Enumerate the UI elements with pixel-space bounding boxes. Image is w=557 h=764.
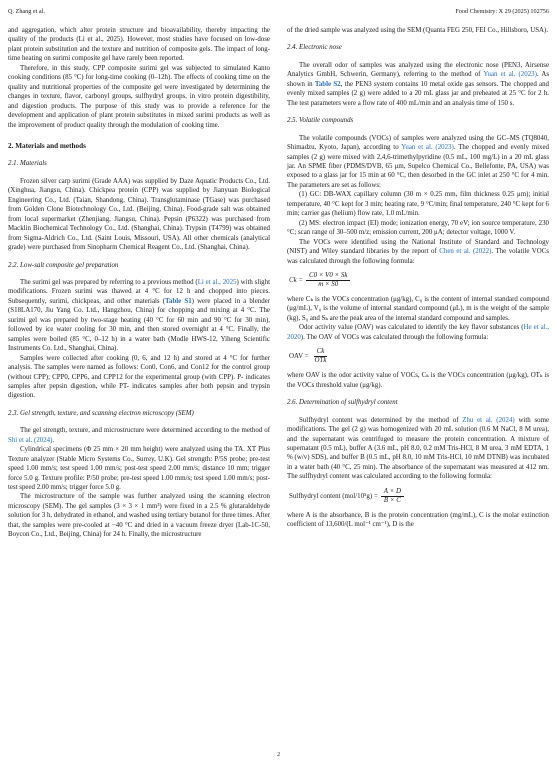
right-column xyxy=(287,26,549,530)
paragraph: Cylindrical specimens (Φ 25 mm × 20 mm height) were analyzed using the TA. XT Plus Texture analyzer (Stable Micro Systems Co., Surrey, U.K). Gel strength: P/5S probe; pre-test speed 1.00 mm/s; test speed 1.00 mm/s; post-test speed 2.00 mm/s; distance 10 mm; trigger force 5.0 g. Texture profile: P/50 probe; pre-test speed 1.00 mm/s; test speed 1.00 mm/s; post-test speed 2.00 mm/s; trigger force 5.0 g. xyxy=(8,446,270,492)
author-header: Q. Zhang et al. xyxy=(8,8,45,15)
equation-denominator: m × S0 xyxy=(318,280,339,288)
paragraph: Sulfhydryl content was determined by the method of Zhu et al. (2024) with some modifications. The gel (2 g) was homogenized with 20 mL solution (0.6 M NaCl, 8 M urea), and the supernatant was centrifuged to measure the protein concentration. A mixture of supernatant (0.5 mL), buffer A (3.6 mL, pH 8.0, 0.2 mM Tris-HCl, 8 M urea, 3 mM EDTA, 1 % (w/v) SDS), and buffer B (0.5 mL, pH 8.0, 10 mM Tris-HCl, 10 mM DTNB) was incubated in a water bath (40 °C, 25 min). The absorbance of the supernatant was measured at 412 nm. The sulfhydryl content was calculated according to the following formula: xyxy=(287,416,550,481)
subsection-heading: 2.6. Determination of sulfhydryl content xyxy=(287,399,398,407)
paragraph: The VOCs were identified using the National Institute of Standard and Technology (NIST) and Wiley standard libraries by the report of Chen et al. (2022). The volatile VOCs was calculated through the following formula: xyxy=(287,238,549,265)
paragraph: The gel strength, texture, and microstructure were determined according to the method of Shi et al. (2024). xyxy=(8,427,270,444)
citation-link[interactable]: Yuan et al. (2023) xyxy=(401,144,454,152)
citation-link[interactable]: Li et al., 2025 xyxy=(197,278,237,286)
equation-fraction xyxy=(381,488,404,505)
equation-lhs: Ck = xyxy=(289,276,304,284)
paragraph: where OAV is the odor activity value of VOCs, Cₖ is the VOCs concentration (μg/kg), OTₖ is the VOCs threshold value (μg/kg). xyxy=(287,372,549,389)
paragraph: Therefore, in this study, CPP composite surimi gel was subjected to simulated Kanto cooking conditions (85 °C) for long-time cooking (0–12h). The effects of cooking time on the quality and nutritional properties of the composite gel were investigated by determining the changes in texture, flavor, carbonyl groups, sulfhydryl groups, in vitro protein digestibility, and digestion products. The purpose of this study was to provide a reference for the development and application of plant protein substitutes in mixed surimi products as well as the improvement of product quality through the modulation of cooking time. xyxy=(8,64,270,129)
paragraph: of the dried sample was analyzed using the SEM (Quanta FEG 250, FEI Co., Hillsboro, USA). xyxy=(287,27,549,34)
equation-denominator: B × C xyxy=(383,496,401,504)
subsection-heading: 2.4. Electronic nose xyxy=(287,44,342,52)
equation-fraction xyxy=(312,348,330,365)
equation-numerator: A × D xyxy=(381,488,404,497)
equation-lhs: OAV = xyxy=(289,353,309,360)
equation-numerator: Ck xyxy=(314,348,328,357)
subsection-heading: 2.1. Materials xyxy=(8,160,47,168)
paragraph: The overall odor of samples was analyzed using the electronic nose (PEN3, Airsense Analytics GmbH, Schwerin, Germany), referring to the method of Yuan et al. (2023). As shown in Table S2, the PEN3 system contains 10 metal oxide gas sensors. The chopped and evenly mixed samples (2 g) were added to a 20 mL glass jar and preheated at 25 °C for 2 h. The test parameters were a flow rate of 400 mL/min and an analysis time of 150 s. xyxy=(287,61,550,107)
equation-fraction xyxy=(306,272,350,289)
citation-link[interactable]: Yuan et al. (2023) xyxy=(483,71,537,79)
left-column xyxy=(8,26,270,540)
paragraph: (1) GC: DB-WAX capillary column (30 m × 0.25 mm, film thickness 0.25 μm); initial temperature, 40 °C kept for 3 min; heating rate, 9 °C/min; final temperature, 240 °C kept for 6 min; carrier gas (helium) flow rate, 1.0 mL/min. xyxy=(287,191,549,218)
paragraph: and aggregation, which alter protein structure and bioavailability, thereby impacting the quality of the products (Li et al., 2025). However, most studies have focused on low-dose plant protein substitution and the texture and nutrition of composite gels. The impact of long-time heating on surimi composite gel have rarely been reported. xyxy=(8,27,270,63)
paragraph: (2) MS: electron impact (EI) mode; ionization energy, 70 eV; ion source temperature, 230 °C; scan range of 30–500 m/z; emission current, 200 μA; detector voltage, 1000 V. xyxy=(287,219,549,237)
equation-numerator: C0 × V0 × Sk xyxy=(306,272,350,281)
equation-sulfhydryl xyxy=(289,488,549,505)
table-ref-link[interactable]: Table S2 xyxy=(314,80,341,88)
paragraph: The microstructure of the sample was further analyzed using the scanning electron microscopy (SEM). The gel samples (3 × 3 × 1 mm³) were fixed in a 2.5 % glutaraldehyde solution for 3 h, dehydrated in ethanol, and washed using tertiary butanol for three times. After that, the samples were pre-cooled at −40 °C and dried in a vacuum freeze dryer (Lab-1C-50, Boycon Co., Ltd., Beijing, China) for 24 h. Finally, the microstructure xyxy=(8,493,270,539)
table-ref-link[interactable]: Table S1 xyxy=(165,297,192,305)
citation-link[interactable]: Chen et al. (2022) xyxy=(439,248,492,256)
paragraph: The surimi gel was prepared by referring to a previous method (Li et al., 2025) with slight modifications. Frozen surimi was thawed at 4 °C for 12 h and chopped into pieces. Subsequently, surimi, chickpeas, and other materials (Table S1) were placed in a blender (S18LA170, Jiu Yang Co. Ltd., Hangzhou, China) for chopping and mixing at 4 °C. The surimi gel was prepared by two-stage heating (40 °C for 60 min and 90 °C for 30 min), followed by ice water cooling for 30 min, and then stored overnight at 4 °C. Finally, the samples were boiled (85 °C, 0–12 h) in a water bath (Modle HWS-12, Yiheng Scientific Instruments Co. Ltd., Shanghai, China). xyxy=(8,278,271,353)
citation-link[interactable]: Zhu et al. (2024) xyxy=(462,416,515,424)
equation-denominator: OTk xyxy=(314,357,327,365)
subsection-heading: 2.5. Volatile compounds xyxy=(287,117,354,125)
page-number: 2 xyxy=(276,751,281,758)
equation-vocs xyxy=(289,272,549,289)
paragraph: Samples were collected after cooking (0, 6, and 12 h) and stored at 4 °C for further analysis. The samples were named as follows: Con0, Con6, and Con12 for the control group (without CPP); CPP0, CPP6, and CPP12 for the experimental group (with CPP). P- indicates samples after pepsin digestion, while PT- indicates samples after both pepsin and trypsin digestion. xyxy=(8,354,270,400)
paragraph: Odor activity value (OAV) was calculated to identify the key flavor substances (He et al., 2020). The OAV of VOCs was calculated through the following formula: xyxy=(287,324,549,341)
equation-oav xyxy=(289,348,549,365)
equation-lhs: Sulfhydryl content (mol/10⁵g) = xyxy=(289,492,378,500)
paragraph: Frozen silver carp surimi (Grade AAA) was supplied by Daze Aquatic Products Co., Ltd. (Xinghua, Jiangsu, China). Chickpea protein (CPP) was supplied by Jianyuan Biological Engineering Co., Ltd. (Taian, Shandong, China). Transglutaminase (TGase) was purchased from Golden Clone Biotechnology Co., Ltd. (Beijing, China). Food-grade salt was obtained from local supermarket (Zhenjiang, Jiangsu, China). Pepsin (P6322) was purchased from Macklin Biochemical Technology Co., Ltd. (Shanghai, China). Trypsin (T4799) was obtained from Sigma-Aldrich Co., Ltd. (Saint Louis, Missouri, USA). All other chemicals (analytical grade) were purchased from Sinopharm Chemical Reagent Co., Ltd. (Shanghai, China). xyxy=(8,177,270,252)
subsection-heading: 2.2. Low-salt composite gel preparation xyxy=(8,261,119,269)
paragraph: The volatile compounds (VOCs) of samples were analyzed using the GC–MS (TQ8040, Shimadzu, Kyoto, Japan), according to Yuan et al. (2023). The chopped and evenly mixed samples (2 g) were mixed with 2,4,6-trimethylpyridine (0.5 mL, 100 mg/L) in a 20 mL glass jar. An SPME fiber (PDMS/DVB, 65 μm, Supelco Chemical Co., Bellefonte, PA, USA) was exposed to a glass jar for 15 min at 60 °C, then desorbed in the GC inlet at 250 °C for 4 min. The parameters are set as follows: xyxy=(287,134,549,189)
citation-link[interactable]: He et al., 2020 xyxy=(287,324,549,341)
subsection-heading: 2.3. Gel strength, texture, and scanning electron microscopy (SEM) xyxy=(8,409,194,417)
paragraph: where A is the absorbance, B is the protein concentration (mg/mL), C is the molar extinction coefficient of 13,600/(L mol⁻¹ cm⁻¹), D is the xyxy=(287,511,549,529)
running-head xyxy=(8,8,549,18)
paragraph: where Cₖ is the VOCs concentration (μg/kg), C₀ is the content of internal standard compound (μg/mL), V₀ is the volume of internal standard compound (μL), m is the weight of the sample (kg), S₀ and Sₖ are the peak area of the internal standard compound and samples. xyxy=(287,295,549,322)
section-heading: 2. Materials and methods xyxy=(8,141,86,150)
citation-link[interactable]: Shi et al. (2024) xyxy=(8,436,53,444)
journal-header: Food Chemistry: X 29 (2025) 102756 xyxy=(455,8,549,15)
